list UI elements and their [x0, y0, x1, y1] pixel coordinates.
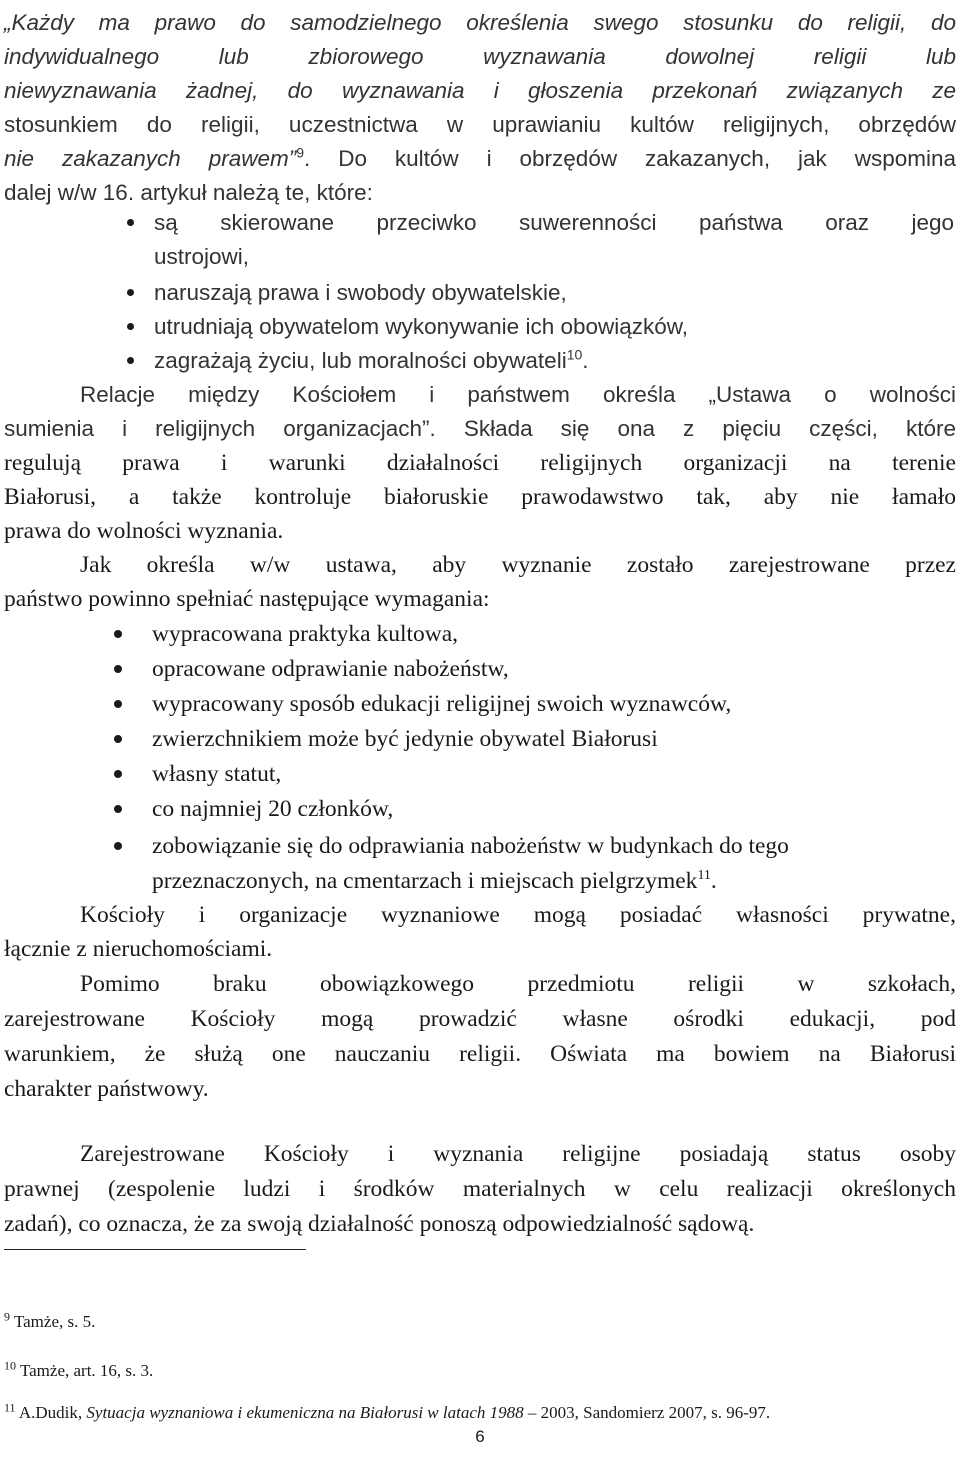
quote-line-5: [4, 142, 956, 176]
footnote-11: [4, 1402, 770, 1424]
footnote-9-text: Tamże, s. 5.: [10, 1312, 96, 1331]
list1-item-4-end: .: [582, 348, 589, 373]
requirements-line-1: Jak określa w/w ustawa, aby wyznanie zostało zarejestrowane przez: [80, 552, 956, 578]
bullet-icon: [127, 357, 134, 364]
quote-line-5-rest: . Do kultów i obrzędów zakazanych, jak wspomina: [304, 146, 956, 171]
footnote-ref-11: 11: [697, 868, 711, 884]
list2-item-4: zwierzchnikiem może być jedynie obywatel Białorusi: [152, 726, 658, 752]
bullet-icon: [114, 665, 122, 673]
property-line-1: Kościoły i organizacje wyznaniowe mogą posiadać własności prywatne,: [80, 902, 956, 928]
relations-line-1: Relacje między Kościołem i państwem określa „Ustawa o wolności: [80, 382, 956, 407]
relations-line-3: regulują prawa i warunki działalności religijnych organizacji na terenie: [4, 450, 956, 476]
list1-item-3: utrudniają obywatelom wykonywanie ich obowiązków,: [154, 314, 689, 339]
list2-item-7-end: .: [710, 868, 717, 894]
footnote-10: [4, 1360, 153, 1382]
footnote-ref-9: 9: [296, 144, 305, 161]
quote-line-1: „Każdy ma prawo do samodzielnego określenia swego stosunku do religii, do: [4, 10, 956, 35]
legal-line-3: zadań), co oznacza, że za swoją działalność ponoszą odpowiedzialność sądową.: [4, 1211, 755, 1237]
footnote-9-number: 9: [4, 1309, 10, 1324]
list2-item-3: wypracowany sposób edukacji religijnej swoich wyznawców,: [152, 691, 732, 717]
list2-item-5: własny statut,: [152, 761, 282, 787]
bullet-icon: [114, 770, 122, 778]
quote-line-2: indywidualnego lub zbiorowego wyznawania dowolnej religii lub: [4, 44, 956, 69]
relations-line-2: sumienia i religijnych organizacjach”. Składa się ona z pięciu części, które: [4, 416, 956, 441]
quote-line-6: dalej w/w 16. artykuł należą te, które:: [4, 180, 373, 205]
footnote-11-title: Sytuacja wyznaniowa i ekumeniczna na Białorusi w latach 1988: [86, 1403, 524, 1422]
requirements-line-2: państwo powinno spełniać następujące wymagania:: [4, 586, 490, 612]
education-line-1: Pomimo braku obowiązkowego przedmiotu religii w szkołach,: [80, 971, 956, 997]
bullet-icon: [114, 842, 122, 850]
education-line-3: warunkiem, że służą one nauczaniu religii. Oświata ma bowiem na Białorusi: [4, 1041, 956, 1067]
legal-line-1: Zarejestrowane Kościoły i wyznania religijne posiadają status osoby: [80, 1141, 956, 1167]
list1-item-4-text: zagrażają życiu, lub moralności obywateli: [154, 348, 567, 373]
bullet-icon: [114, 735, 122, 743]
list2-item-1: wypracowana praktyka kultowa,: [152, 621, 459, 647]
list1-item-1: są skierowane przeciwko suwerenności państwa oraz jego: [154, 210, 954, 235]
bullet-icon: [114, 700, 122, 708]
list1-item-2: naruszają prawa i swobody obywatelskie,: [154, 280, 567, 305]
footnote-11-number: 11: [4, 1400, 16, 1415]
quote-line-4: stosunkiem do religii, uczestnictwa w uprawianiu kultów religijnych, obrzędów: [4, 112, 956, 137]
education-line-4: charakter państwowy.: [4, 1076, 209, 1102]
relations-line-4: Białorusi, a także kontroluje białoruskie prawodawstwo tak, aby nie łamało: [4, 484, 956, 510]
relations-line-5: prawa do wolności wyznania.: [4, 518, 284, 544]
list1-item-4: [154, 344, 954, 378]
footnote-separator: [4, 1249, 306, 1250]
list2-item-7: zobowiązanie się do odprawiania nabożeństw w budynkach do tego: [152, 833, 789, 859]
footnote-11-author: A.Dudik,: [15, 1403, 87, 1422]
list2-item-7-cont: [152, 864, 952, 898]
list1-item-1-cont: ustrojowi,: [154, 244, 250, 269]
footnote-10-number: 10: [4, 1358, 16, 1373]
footnote-10-text: Tamże, art. 16, s. 3.: [16, 1361, 154, 1380]
quote-line-3: niewyznawania żadnej, do wyznawania i głoszenia przekonań związanych ze: [4, 78, 956, 103]
list2-item-6: co najmniej 20 członków,: [152, 796, 394, 822]
property-line-2: łącznie z nieruchomościami.: [4, 936, 273, 962]
footnote-9: [4, 1311, 95, 1333]
page-number: 6: [475, 1427, 485, 1446]
footnote-ref-10: 10: [566, 346, 583, 363]
bullet-icon: [114, 630, 122, 638]
bullet-icon: [114, 805, 122, 813]
legal-line-2: prawnej (zespolenie ludzi i środków materialnych w celu realizacji określonych: [4, 1176, 956, 1202]
bullet-icon: [127, 323, 134, 330]
list2-item-2: opracowane odprawianie nabożeństw,: [152, 656, 509, 682]
education-line-2: zarejestrowane Kościoły mogą prowadzić własne ośrodki edukacji, pod: [4, 1006, 956, 1032]
footnote-11-rest: – 2003, Sandomierz 2007, s. 96-97.: [523, 1403, 771, 1422]
bullet-icon: [127, 289, 134, 296]
bullet-icon: [127, 219, 134, 226]
list2-item-7-cont-text: przeznaczonych, na cmentarzach i miejscach pielgrzymek: [152, 868, 698, 894]
quote-end-italic: nie zakazanych prawem”: [4, 146, 297, 171]
